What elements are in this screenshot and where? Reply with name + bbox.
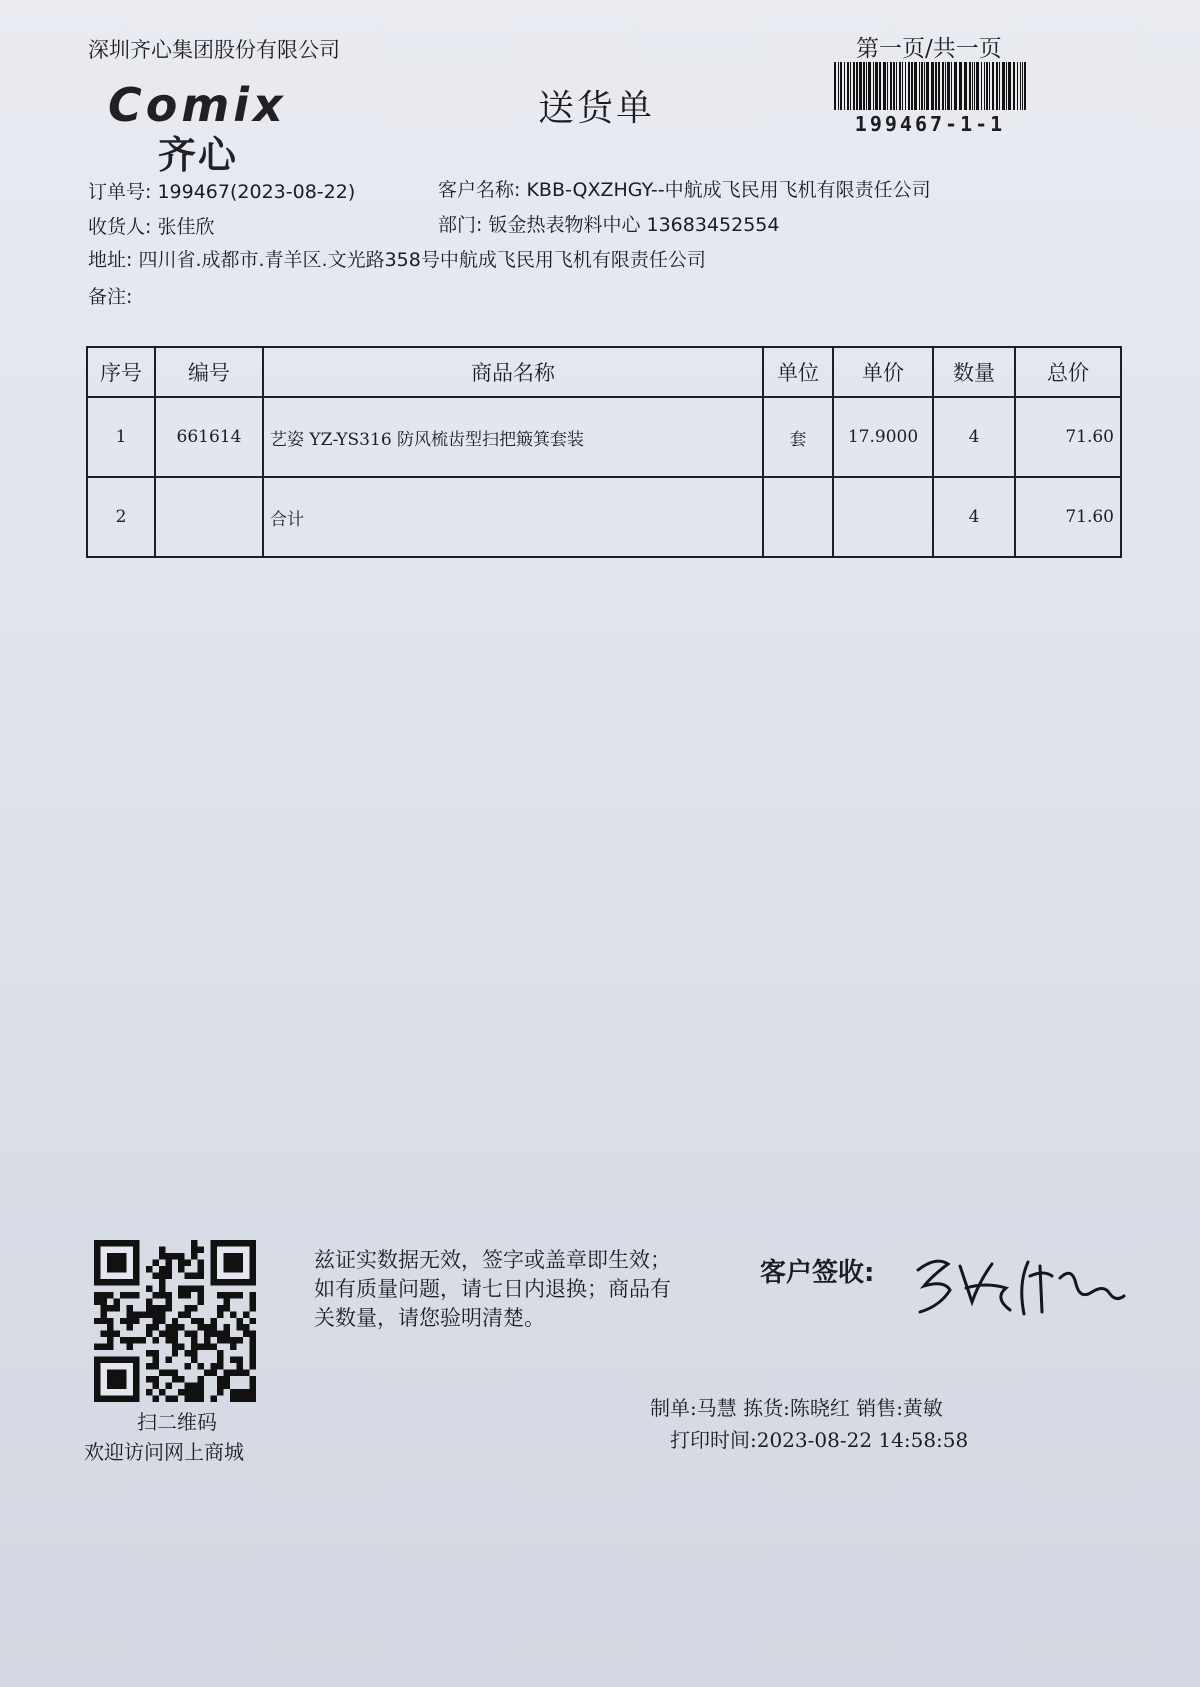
department-field [438, 210, 779, 237]
header-qty: 数量 [933, 347, 1015, 397]
page-indicator: 第一页/共一页 [856, 36, 1002, 62]
receiver-label: 收货人: [88, 216, 152, 238]
cell-total: 71.60 [1015, 477, 1121, 557]
table-header-row [87, 347, 1121, 397]
qr-caption-scan: 扫二维码 [137, 1410, 217, 1434]
cell-product: 艺姿 YZ-YS316 防风梳齿型扫把簸箕套装 [263, 397, 763, 477]
header-unit: 单位 [763, 347, 833, 397]
header-code: 编号 [155, 347, 263, 397]
customer-field [438, 175, 931, 202]
cell-price: 17.9000 [833, 397, 933, 477]
staff-info: 制单:马慧 拣货:陈晓红 销售:黄敏 [650, 1396, 943, 1420]
table-row [87, 477, 1121, 557]
address-value: 四川省.成都市.青羊区.文光路358号中航成飞民用飞机有限责任公司 [138, 249, 706, 271]
customer-value: KBB-QXZHGY--中航成飞民用飞机有限责任公司 [526, 179, 931, 201]
items-table [86, 346, 1122, 558]
order-label: 订单号: [88, 181, 152, 203]
address-label: 地址: [88, 249, 133, 271]
logo-english: Comix [108, 78, 287, 132]
cell-code: 661614 [155, 397, 263, 477]
receiver-field [88, 212, 214, 239]
barcode-number: 199467-1-1 [854, 112, 1006, 136]
logo-chinese: 齐心 [158, 133, 239, 177]
order-number-field [88, 177, 355, 204]
cell-total: 71.60 [1015, 397, 1121, 477]
print-time: 打印时间:2023-08-22 14:58:58 [670, 1428, 969, 1452]
header-price: 单价 [833, 347, 933, 397]
table-row [87, 397, 1121, 477]
customer-label: 客户名称: [438, 179, 521, 201]
company-name: 深圳齐心集团股份有限公司 [88, 38, 340, 62]
qr-caption-visit: 欢迎访问网上商城 [84, 1440, 244, 1464]
department-label: 部门: [438, 214, 483, 236]
barcode-icon [834, 62, 1026, 110]
remark-field [88, 282, 132, 309]
qr-code-icon [94, 1240, 256, 1402]
cell-seq: 2 [87, 477, 155, 557]
department-value: 钣金热表物料中心 13683452554 [488, 214, 780, 236]
cell-unit [763, 477, 833, 557]
cell-price [833, 477, 933, 557]
terms-notice: 兹证实数据无效，签字或盖章即生效；如有质量问题，请七日内退换；商品有关数量，请您验明清楚。 [314, 1248, 671, 1330]
document-title: 送货单 [538, 88, 656, 129]
cell-seq: 1 [87, 397, 155, 477]
cell-product: 合计 [263, 477, 763, 557]
header-product: 商品名称 [263, 347, 763, 397]
cell-unit: 套 [763, 397, 833, 477]
receiver-value: 张佳欣 [157, 216, 215, 238]
handwritten-signature [910, 1236, 1128, 1324]
remark-label: 备注: [88, 286, 133, 308]
signature-label: 客户签收: [760, 1258, 875, 1288]
order-value: 199467(2023-08-22) [157, 181, 356, 203]
address-field [88, 245, 706, 272]
header-total: 总价 [1015, 347, 1121, 397]
cell-qty: 4 [933, 477, 1015, 557]
cell-code [155, 477, 263, 557]
header-seq: 序号 [87, 347, 155, 397]
cell-qty: 4 [933, 397, 1015, 477]
